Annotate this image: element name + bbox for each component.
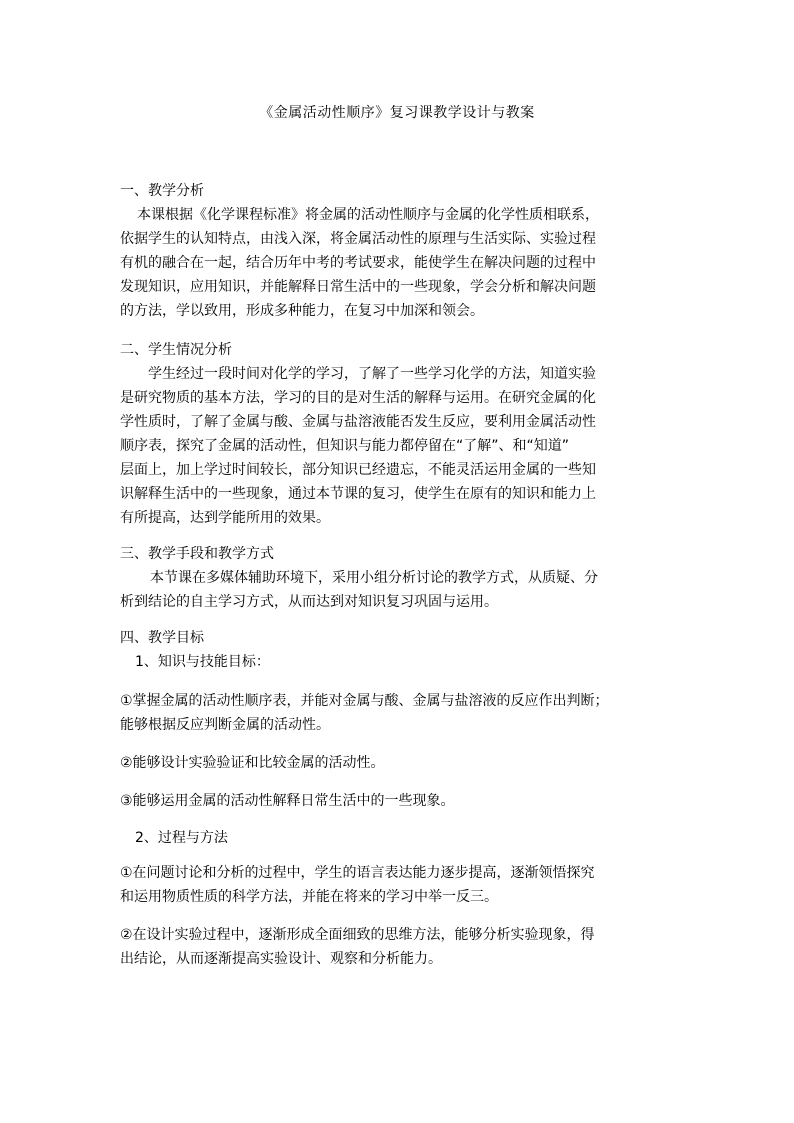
paragraph-line: 有所提高，达到学能所用的效果。 bbox=[120, 510, 330, 526]
goal-item: 出结论，从而逐渐提高实验设计、观察和分析能力。 bbox=[120, 951, 442, 967]
goal-item: 能够根据反应判断金属的活动性。 bbox=[120, 717, 330, 733]
section-heading-analysis: 一、教学分析 bbox=[120, 183, 204, 199]
subsection-heading-process: 2、过程与方法 bbox=[135, 830, 228, 846]
paragraph-line: 是研究物质的基本方法，学习的目的是对生活的解释与运用。在研究金属的化 bbox=[120, 390, 596, 406]
paragraph-line: 依据学生的认知特点，由浅入深，将金属活动性的原理与生活实际、实验过程 bbox=[120, 231, 596, 247]
paragraph-line: 学生经过一段时间对化学的学习，了解了一些学习化学的方法，知道实验 bbox=[148, 366, 596, 382]
goal-item: ①在问题讨论和分析的过程中，学生的语言表达能力逐步提高，逐渐领悟探究 bbox=[120, 865, 595, 881]
goal-item: ①掌握金属的活动性顺序表，并能对金属与酸、金属与盐溶液的反应作出判断； bbox=[120, 693, 609, 709]
section-heading-students: 二、学生情况分析 bbox=[120, 342, 232, 358]
document-title: 《金属活动性顺序》复习课教学设计与教案 bbox=[259, 105, 535, 121]
paragraph-line: 有机的融合在一起，结合历年中考的考试要求，能使学生在解决问题的过程中 bbox=[120, 255, 596, 271]
paragraph-line: 层面上，加上学过时间较长，部分知识已经遗忘，不能灵活运用金属的一些知 bbox=[120, 462, 596, 478]
goal-item: ②能够设计实验验证和比较金属的活动性。 bbox=[120, 755, 385, 771]
goal-item: ③能够运用金属的活动性解释日常生活中的一些现象。 bbox=[120, 793, 455, 809]
paragraph-line: 学性质时，了解了金属与酸、金属与盐溶液能否发生反应，要利用金属活动性 bbox=[120, 414, 596, 430]
paragraph-line: 析到结论的自主学习方式，从而达到对知识复习巩固与运用。 bbox=[120, 594, 498, 610]
paragraph-line: 识解释生活中的一些现象，通过本节课的复习，使学生在原有的知识和能力上 bbox=[120, 486, 596, 502]
paragraph-line: 顺序表，探究了金属的活动性，但知识与能力都停留在“了解”、和“知道” bbox=[120, 438, 570, 454]
paragraph-line: 本节课在多媒体辅助环境下，采用小组分析讨论的教学方式，从质疑、分 bbox=[150, 570, 598, 586]
goal-item: 和运用物质性质的科学方法，并能在将来的学习中举一反三。 bbox=[120, 889, 498, 905]
section-heading-methods: 三、教学手段和教学方式 bbox=[120, 546, 274, 562]
goal-item: ②在设计实验过程中，逐渐形成全面细致的思维方法，能够分析实验现象，得 bbox=[120, 927, 595, 943]
paragraph-line: 本课根据《化学课程标准》将金属的活动性顺序与金属的化学性质相联系， bbox=[137, 207, 599, 223]
paragraph-line: 的方法，学以致用，形成多种能力，在复习中加深和领会。 bbox=[120, 303, 484, 319]
section-heading-goals: 四、教学目标 bbox=[120, 630, 204, 646]
subsection-heading-knowledge: 1、知识与技能目标： bbox=[135, 654, 270, 670]
paragraph-line: 发现知识，应用知识，并能解释日常生活中的一些现象，学会分析和解决问题 bbox=[120, 279, 596, 295]
